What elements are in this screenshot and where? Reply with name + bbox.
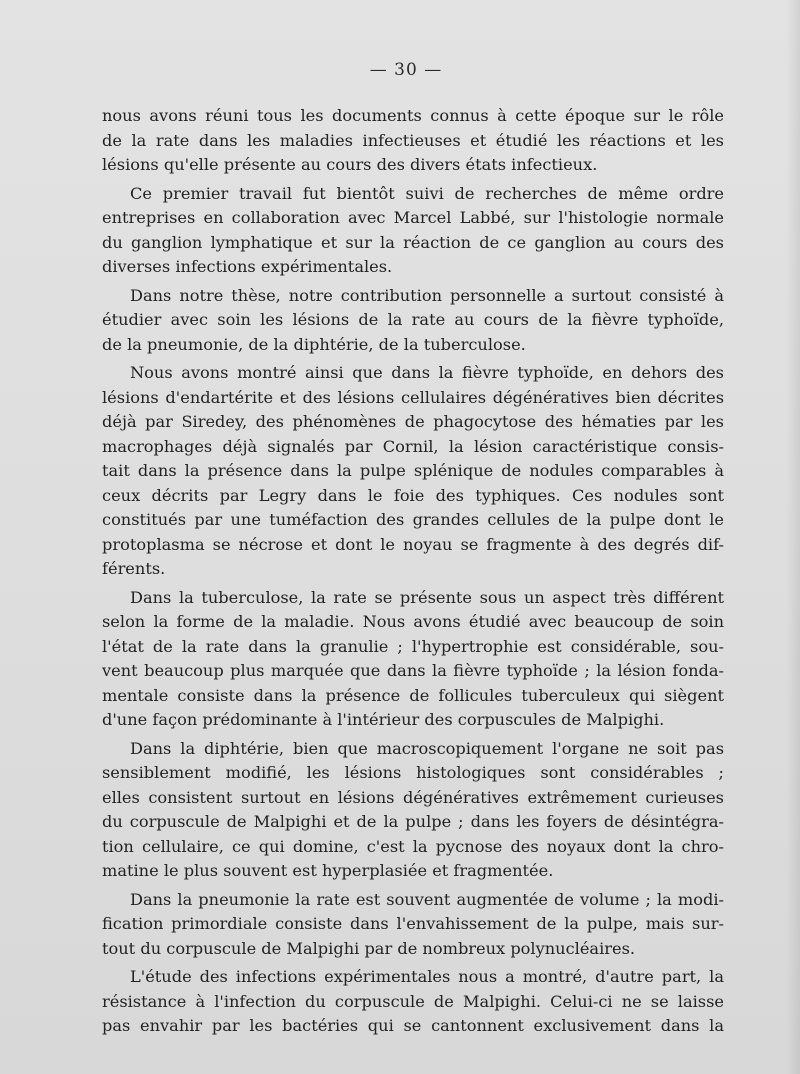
text-line: étudier avec soin les lésions de la rate au cours de la fièvre typhoïde, [102, 310, 724, 329]
text-line: l'état de la rate dans la granulie ; l'hypertrophie est considérable, sou- [102, 636, 724, 656]
text-line: fication primordiale consiste dans l'envahissement de la pulpe, mais sur- [102, 914, 724, 933]
page-number: — 30 — [369, 60, 443, 80]
text-line: matine le plus souvent est hyperplasiée et fragmentée. [102, 861, 554, 880]
text-line: férents. [102, 559, 166, 578]
body-text [102, 104, 724, 1039]
paragraph-first-line: Dans la diphtérie, bien que macroscopiquement l'organe ne soit pas [130, 738, 724, 758]
text-line: tait dans la présence dans la pulpe splénique de nodules comparables à [102, 461, 724, 480]
text-line: tout du corpuscule de Malpighi par de nombreux polynucléaires. [102, 938, 636, 958]
text-line: pas envahir par les bactéries qui se cantonnent exclusivement dans la [102, 1016, 724, 1035]
paragraph-first-line: Ce premier travail fut bientôt suivi de recherches de même ordre [130, 183, 724, 203]
text-line: du ganglion lymphatique et sur la réaction de ce ganglion au cours des [102, 232, 724, 252]
text-line: macrophages déjà signalés par Cornil, la lésion caractéristique consis- [102, 436, 724, 456]
text-line: vent beaucoup plus marquée que dans la fièvre typhoïde ; la lésion fonda- [102, 661, 724, 680]
text-line: de la pneumonie, de la diphtérie, de la tuberculose. [102, 334, 526, 354]
text-line: elles consistent surtout en lésions dégénératives extrêmement curieuses [102, 787, 724, 807]
text-line: sensiblement modifié, les lésions histologiques sont considérables ; [102, 763, 724, 782]
text-line: du corpuscule de Malpighi et de la pulpe ; dans les foyers de désintégra- [102, 812, 724, 831]
text-line: d'une façon prédominante à l'intérieur des corpuscules de Malpighi. [102, 710, 665, 729]
page-edge-shadow [786, 0, 800, 1074]
paragraph-first-line: Nous avons montré ainsi que dans la fièvre typhoïde, en dehors des [130, 363, 724, 382]
text-line: selon la forme de la maladie. Nous avons étudié avec beaucoup de soin [102, 612, 724, 631]
paragraph-first-line: Dans notre thèse, notre contribution personnelle a surtout consisté à [130, 285, 724, 305]
text-line: nous avons réuni tous les documents connus à cette époque sur le rôle [102, 106, 724, 125]
text-line: résistance à l'infection du corpuscule de Malpighi. Celui-ci ne se laisse [102, 991, 724, 1011]
text-line: lésions qu'elle présente au cours des divers états infectieux. [102, 155, 598, 174]
paragraph-first-line: Dans la pneumonie la rate est souvent augmentée de volume ; la modi- [130, 889, 724, 909]
text-line: tion cellulaire, ce qui domine, c'est la pycnose des noyaux dont la chro- [102, 836, 724, 856]
text-line: de la rate dans les maladies infectieuses et étudié les réactions et les [102, 130, 724, 150]
text-line: constitués par une tuméfaction des grandes cellules de la pulpe dont le [102, 510, 724, 529]
text-line: ceux décrits par Legry dans le foie des typhiques. Ces nodules sont [102, 485, 724, 505]
paragraph-first-line: Dans la tuberculose, la rate se présente sous un aspect très différent [130, 587, 724, 607]
text-line: mentale consiste dans la présence de follicules tuberculeux qui siègent [102, 685, 724, 705]
text-line: protoplasma se nécrose et dont le noyau se fragmente à des degrés dif- [102, 534, 724, 554]
text-line: diverses infections expérimentales. [102, 257, 393, 276]
text-line: déjà par Siredey, des phénomènes de phagocytose des hématies par les [102, 412, 724, 431]
text-line: lésions d'endartérite et des lésions cellulaires dégénératives bien décrites [102, 387, 724, 407]
text-line: entreprises en collaboration avec Marcel Labbé, sur l'histologie normale [102, 208, 724, 227]
paragraph-first-line: L'étude des infections expérimentales nous a montré, d'autre part, la [130, 967, 724, 986]
